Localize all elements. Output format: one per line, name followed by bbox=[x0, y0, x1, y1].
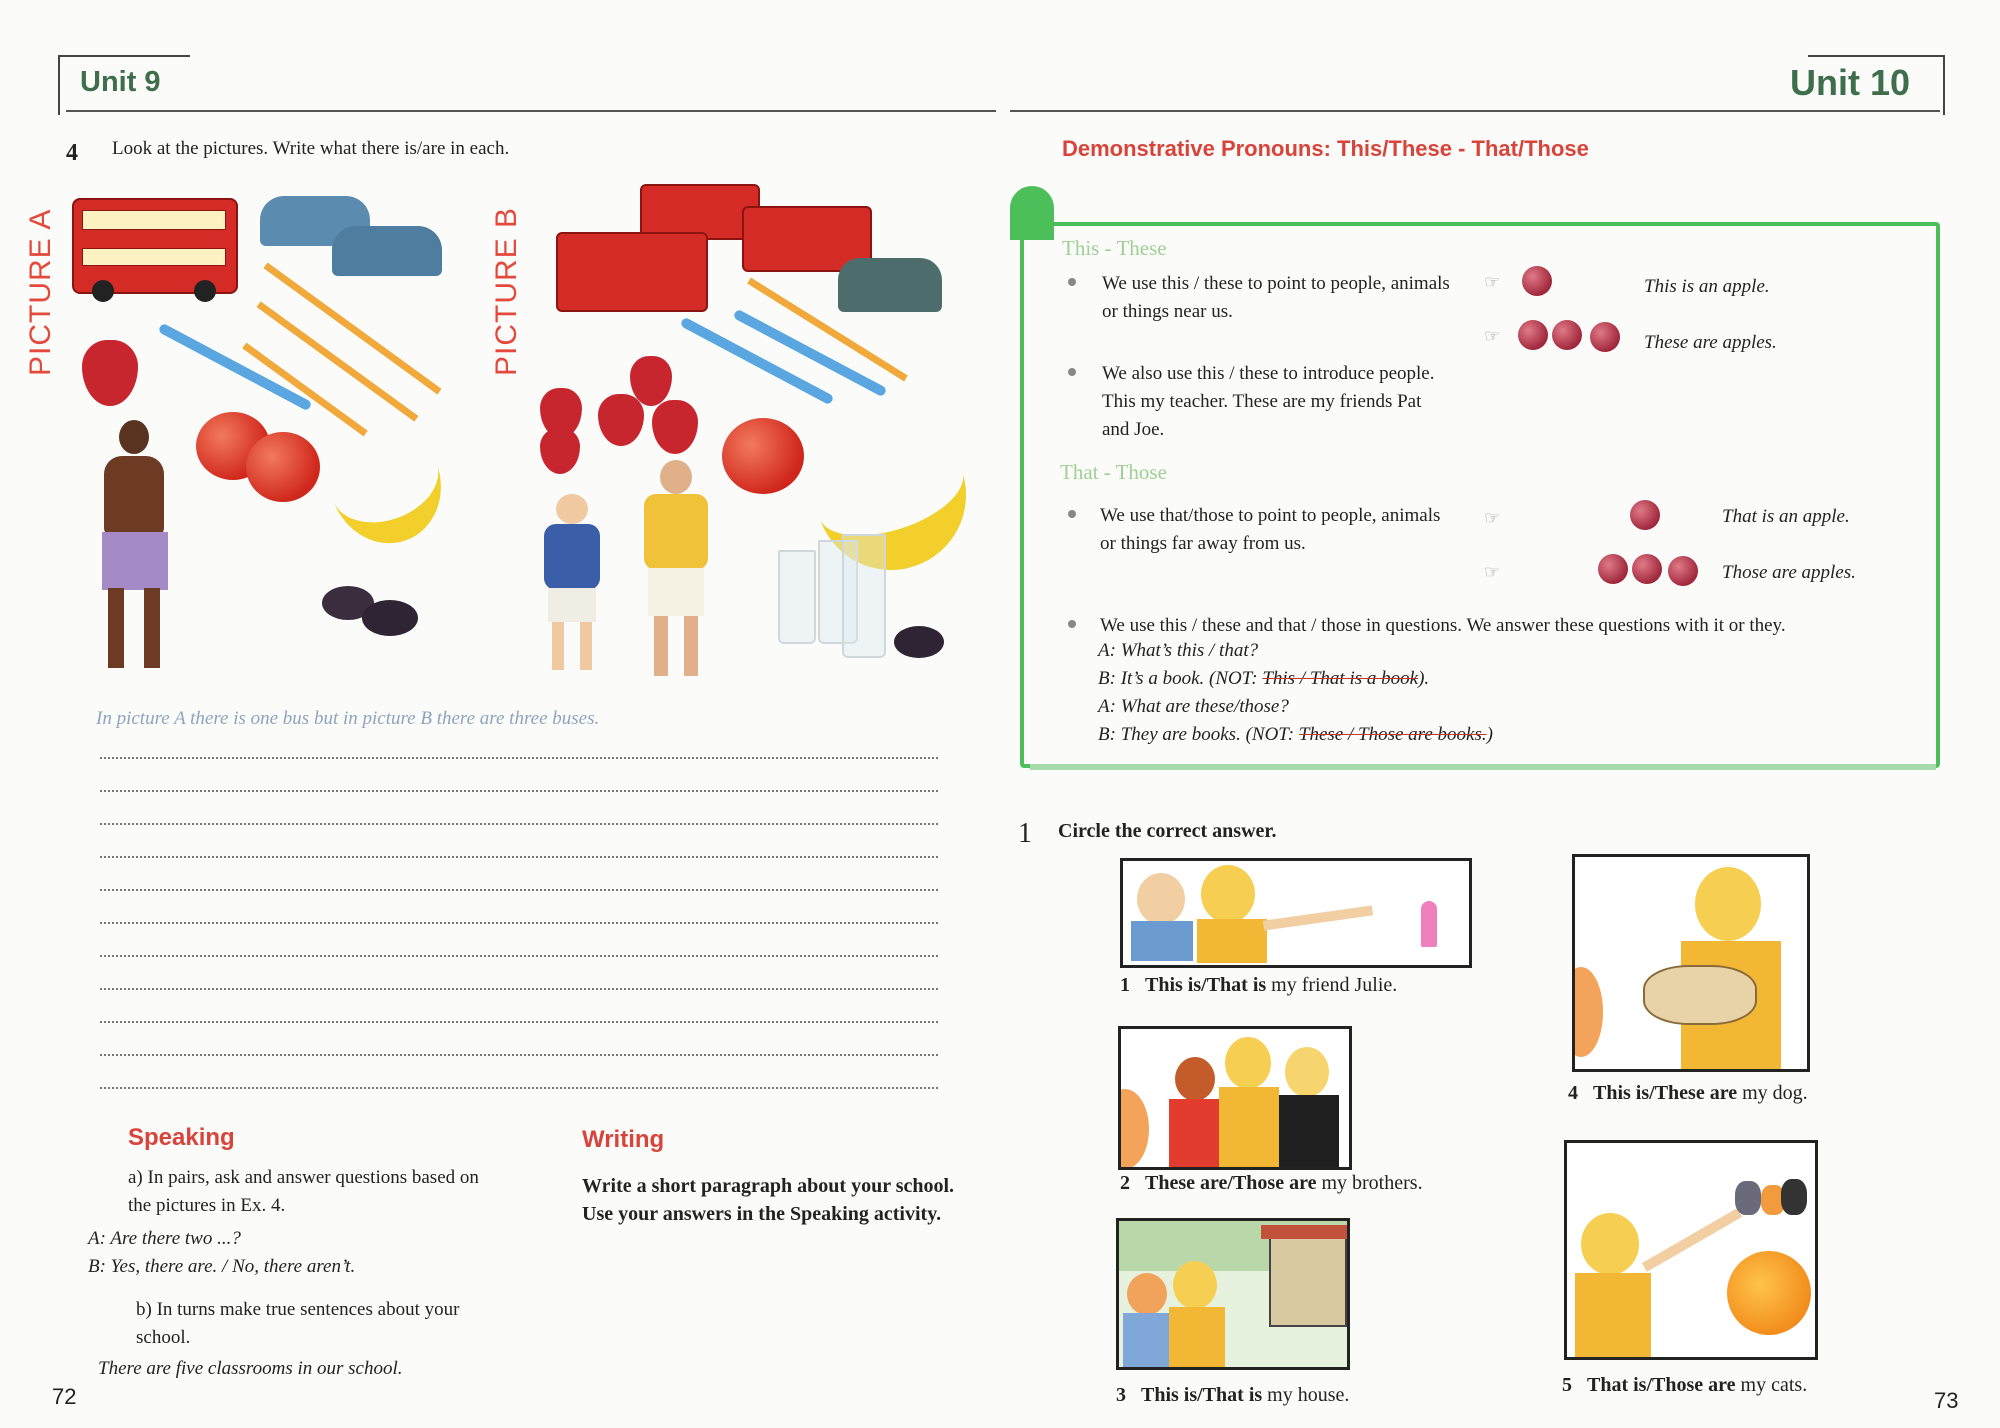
pencil-illustration bbox=[242, 343, 367, 437]
writing-heading: Writing bbox=[582, 1126, 665, 1153]
right-header-rule bbox=[1010, 110, 1940, 112]
page-title: Demonstrative Pronouns: This/These - That/Those bbox=[1062, 136, 1589, 161]
item-5-rest: my cats. bbox=[1740, 1374, 1808, 1396]
answer-line[interactable] bbox=[100, 987, 938, 990]
qa-3-text: What are these/those? bbox=[1120, 696, 1289, 717]
answer-line[interactable] bbox=[100, 888, 938, 891]
banana-illustration bbox=[312, 405, 458, 559]
item-5-number: 5 bbox=[1562, 1374, 1572, 1396]
exercise-item-3[interactable] bbox=[1116, 1384, 1349, 1407]
qa-3-prefix: A: bbox=[1098, 696, 1116, 717]
answer-line[interactable] bbox=[100, 855, 938, 858]
comic-panel-3 bbox=[1116, 1218, 1350, 1370]
answer-line[interactable] bbox=[100, 921, 938, 924]
qa-line-2 bbox=[1098, 668, 1429, 690]
bullet-2 bbox=[1068, 368, 1076, 376]
exercise-1-instruction: Circle the correct answer. bbox=[1058, 820, 1277, 842]
pointing-hand-icon: ☞ bbox=[1484, 562, 1501, 582]
comic-panel-4 bbox=[1572, 854, 1810, 1072]
apple-icon bbox=[1632, 554, 1662, 584]
car-illustration bbox=[332, 226, 442, 276]
example-those: Those are apples. bbox=[1722, 562, 1856, 583]
toothbrush-illustration bbox=[158, 323, 313, 412]
strawberry-illustration bbox=[540, 428, 580, 474]
grammar-box-tab bbox=[1010, 186, 1054, 240]
dialogue-b: B: Yes, there are. / No, there aren’t. bbox=[88, 1256, 356, 1277]
exercise-4-instruction: Look at the pictures. Write what there is/are in each. bbox=[112, 138, 510, 159]
answer-line[interactable] bbox=[100, 822, 938, 825]
exercise-4-number: 4 bbox=[66, 140, 78, 166]
bus-illustration bbox=[72, 198, 238, 294]
mouse-illustration bbox=[362, 600, 418, 636]
page-number-73: 73 bbox=[1934, 1388, 1959, 1413]
qa-2-prefix: B: bbox=[1098, 668, 1116, 689]
bus-illustration bbox=[556, 232, 708, 312]
qa-4-text: They are books. (NOT: bbox=[1120, 724, 1295, 745]
item-2-number: 2 bbox=[1120, 1172, 1130, 1194]
apple-icon bbox=[1590, 322, 1620, 352]
that-those-heading: That - Those bbox=[1060, 460, 1167, 484]
speaking-b-example: There are five classrooms in our school. bbox=[98, 1358, 403, 1379]
qa-1-text: What’s this / that? bbox=[1120, 640, 1259, 661]
rule-1: We use this / these to point to people, animals or things near us. bbox=[1102, 273, 1450, 322]
bullet-4 bbox=[1068, 620, 1076, 628]
answer-line[interactable] bbox=[100, 954, 938, 957]
qa-2-end: ). bbox=[1418, 668, 1430, 689]
tourist-illustration bbox=[638, 460, 714, 680]
pointing-hand-icon: ☞ bbox=[1484, 326, 1501, 346]
pointing-hand-icon: ☞ bbox=[1484, 508, 1501, 528]
rule-4: We use this / these and that / those in questions. We answer these questions with it or they. bbox=[1100, 615, 1786, 636]
qa-2-struck: This / That is a book bbox=[1262, 668, 1419, 689]
item-2-choice[interactable]: These are/Those are bbox=[1145, 1172, 1317, 1194]
rule-2: We also use this / these to introduce people. This my teacher. These are my friends Pat and Joe. bbox=[1102, 363, 1435, 440]
unit-9-label: Unit 9 bbox=[80, 66, 161, 98]
bullet-1 bbox=[1068, 278, 1076, 286]
apple-icon bbox=[1630, 500, 1660, 530]
this-these-heading: This - These bbox=[1062, 236, 1167, 260]
item-3-number: 3 bbox=[1116, 1384, 1126, 1406]
qa-line-4 bbox=[1098, 724, 1493, 746]
qa-1-prefix: A: bbox=[1098, 640, 1116, 661]
page-number-72: 72 bbox=[52, 1384, 77, 1409]
tomato-illustration bbox=[722, 418, 804, 494]
comic-panel-1 bbox=[1120, 858, 1472, 968]
left-header-rule bbox=[66, 110, 996, 112]
apple-icon bbox=[1552, 320, 1582, 350]
item-5-choice[interactable]: That is/Those are bbox=[1587, 1374, 1736, 1396]
grammar-box-shadow bbox=[1030, 764, 1936, 770]
item-1-number: 1 bbox=[1120, 974, 1130, 996]
speaking-a-text: a) In pairs, ask and answer questions based on the pictures in Ex. 4. bbox=[128, 1167, 479, 1216]
strawberry-illustration bbox=[598, 394, 644, 446]
picture-a-label: PICTURE A bbox=[24, 208, 57, 376]
answer-line[interactable] bbox=[100, 1086, 938, 1089]
qa-line-1 bbox=[1098, 640, 1258, 662]
qa-4-struck: These / Those are books. bbox=[1298, 724, 1487, 745]
example-this: This is an apple. bbox=[1644, 276, 1770, 297]
comic-panel-2 bbox=[1118, 1026, 1352, 1170]
qa-2-text: It’s a book. (NOT: bbox=[1120, 668, 1258, 689]
speaking-b-text: b) In turns make true sentences about your school. bbox=[136, 1299, 460, 1348]
strawberry-illustration bbox=[652, 400, 698, 454]
unit-10-label: Unit 10 bbox=[1790, 62, 1911, 103]
example-that: That is an apple. bbox=[1722, 506, 1850, 527]
answer-line[interactable] bbox=[100, 1020, 938, 1023]
comic-panel-5 bbox=[1564, 1140, 1818, 1360]
rule-3: We use that/those to point to people, animals or things far away from us. bbox=[1100, 505, 1441, 554]
item-4-choice[interactable]: This is/These are bbox=[1593, 1082, 1738, 1104]
strawberry-illustration bbox=[630, 356, 672, 406]
answer-line[interactable] bbox=[100, 789, 938, 792]
item-4-number: 4 bbox=[1568, 1082, 1578, 1104]
bullet-3 bbox=[1068, 510, 1076, 518]
item-4-rest: my dog. bbox=[1742, 1082, 1808, 1104]
item-3-choice[interactable]: This is/That is bbox=[1141, 1384, 1263, 1406]
exercise-item-2[interactable] bbox=[1120, 1172, 1423, 1195]
strawberry-illustration bbox=[82, 340, 138, 406]
exercise-1-number: 1 bbox=[1018, 818, 1032, 849]
man-illustration bbox=[84, 420, 182, 675]
exercise-item-5[interactable] bbox=[1562, 1374, 1807, 1397]
item-1-rest: my friend Julie. bbox=[1271, 974, 1398, 996]
car-illustration bbox=[838, 258, 942, 312]
answer-line[interactable] bbox=[100, 1053, 938, 1056]
qa-4-end: ) bbox=[1486, 724, 1493, 745]
speaking-heading: Speaking bbox=[128, 1124, 235, 1151]
example-these: These are apples. bbox=[1644, 332, 1777, 353]
tomato-illustration bbox=[246, 432, 320, 502]
exercise-item-1[interactable] bbox=[1120, 974, 1397, 997]
apple-icon bbox=[1668, 556, 1698, 586]
example-sentence: In picture A there is one bus but in picture B there are three buses. bbox=[96, 708, 600, 729]
exercise-item-4[interactable] bbox=[1568, 1082, 1808, 1105]
item-3-rest: my house. bbox=[1267, 1384, 1350, 1406]
qa-line-3 bbox=[1098, 696, 1289, 718]
picture-b-label: PICTURE B bbox=[490, 206, 523, 376]
glass-illustration bbox=[842, 534, 886, 658]
answer-line[interactable] bbox=[100, 756, 938, 759]
apple-icon bbox=[1598, 554, 1628, 584]
apple-icon bbox=[1518, 320, 1548, 350]
item-2-rest: my brothers. bbox=[1321, 1172, 1423, 1194]
dialogue-a: A: Are there two ...? bbox=[88, 1228, 241, 1249]
glass-illustration bbox=[778, 550, 816, 644]
item-1-choice[interactable]: This is/That is bbox=[1145, 974, 1267, 996]
writing-text: Write a short paragraph about your school. Use your answers in the Speaking activity. bbox=[582, 1175, 955, 1225]
mouse-illustration bbox=[894, 626, 944, 658]
qa-4-prefix: B: bbox=[1098, 724, 1116, 745]
apple-icon bbox=[1522, 266, 1552, 296]
pointing-hand-icon: ☞ bbox=[1484, 272, 1501, 292]
tourist-illustration bbox=[538, 494, 606, 674]
